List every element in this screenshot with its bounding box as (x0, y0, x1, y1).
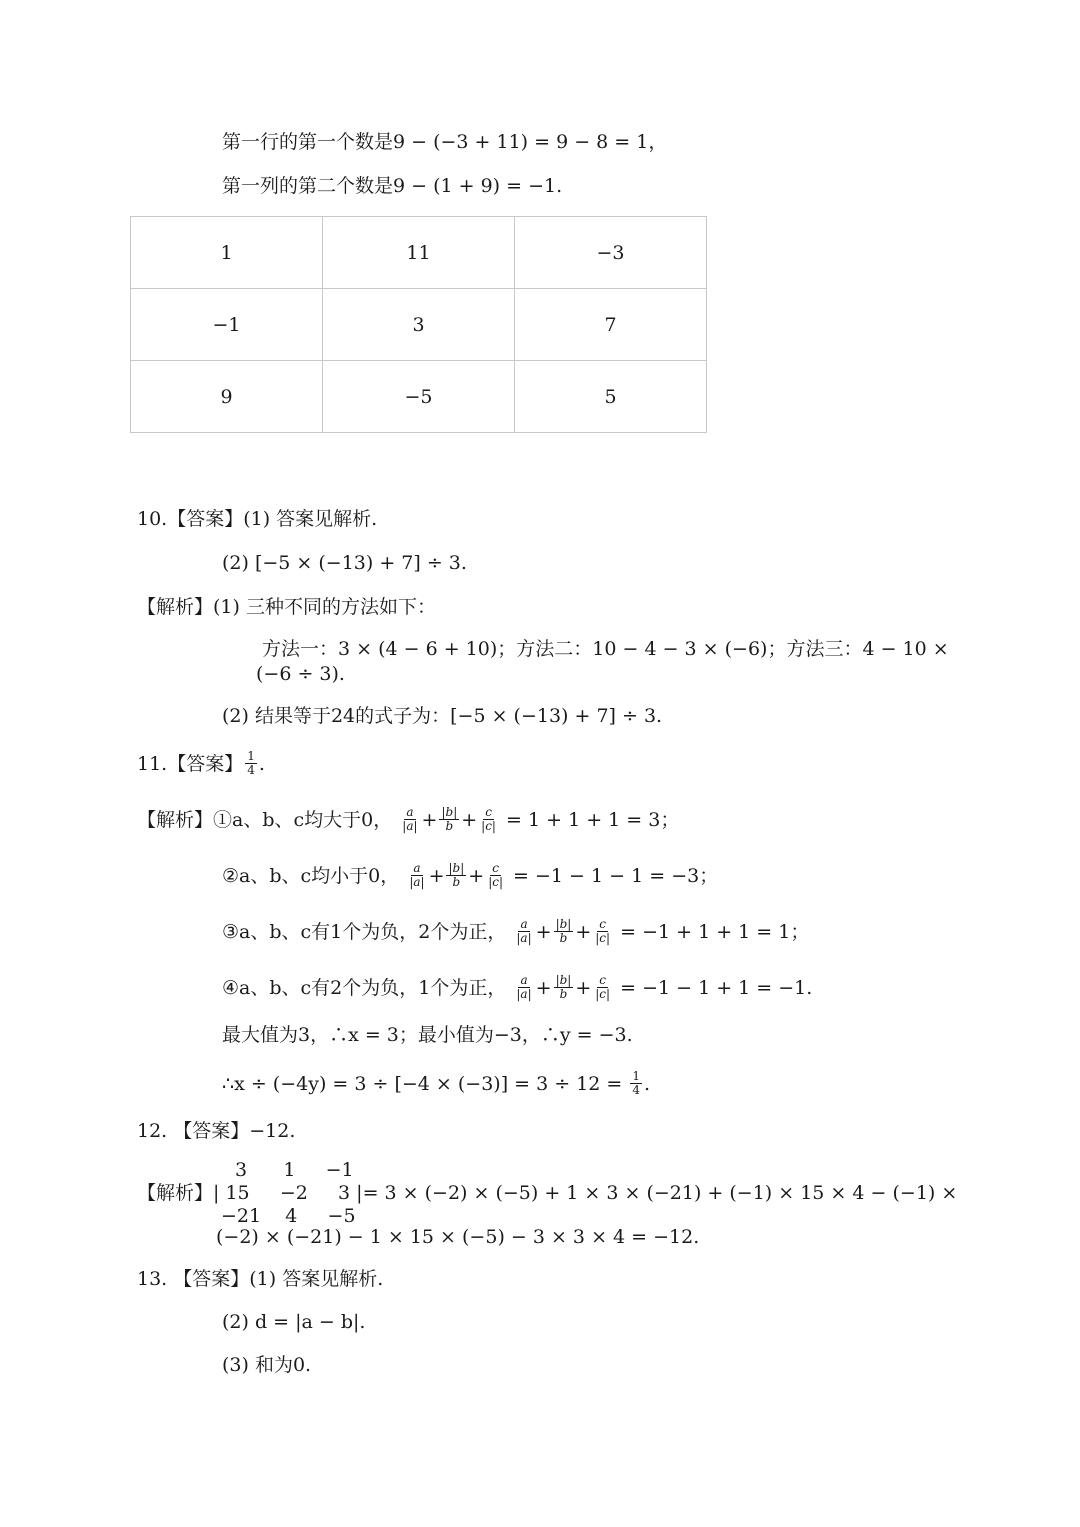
fraction-numerator: |b| (555, 973, 572, 987)
fraction-denominator: |c| (595, 986, 611, 1001)
table-cell: 7 (515, 289, 707, 361)
q12-expr-line-2: (−2) × (−21) − 1 × 15 × (−5) − 3 × 3 × 4 = −12. (216, 1226, 700, 1248)
q11-case4-result: = −1 − 1 + 1 = −1. (620, 977, 813, 1000)
fraction-denominator: b (559, 986, 568, 1001)
q13-answer-label: 13. 【答案】 (137, 1268, 250, 1290)
fraction-numerator: |b| (448, 861, 465, 875)
q11-case3-result: = −1 + 1 + 1 = 1； (620, 921, 810, 944)
plus-sign: + (468, 865, 485, 888)
plus-sign: + (575, 921, 592, 944)
fraction-numerator: |b| (555, 917, 572, 931)
q12-answer-line (137, 1122, 295, 1141)
fraction-numerator: a (520, 973, 528, 987)
fraction-denominator: |c| (488, 874, 503, 889)
q11-case-4 (222, 973, 813, 1002)
determinant-row-1: 3 1 −1 (235, 1159, 354, 1181)
fraction-b (554, 918, 574, 944)
text-line-first-row: 第一行的第一个数是9 − (−3 + 11) = 9 − 8 = 1， (222, 131, 668, 153)
fraction-denominator: 4 (247, 762, 255, 777)
fraction-denominator: |c| (481, 818, 496, 833)
q13-answer-3: (3) 和为0. (222, 1354, 312, 1376)
q10-answer-label: 10.【答案】 (137, 508, 244, 530)
fraction-denominator: b (445, 818, 454, 833)
q11-case-1 (137, 805, 680, 834)
number-grid-table (130, 216, 707, 433)
fraction-c (486, 862, 505, 888)
fraction-a (407, 862, 426, 888)
fraction-c (593, 974, 612, 1000)
q10-analysis-2: (2) 结果等于24的式子为：[−5 × (−13) + 7] ÷ 3. (222, 705, 663, 727)
q11-analysis-label: 【解析】 (137, 809, 214, 832)
q10-analysis-1: (1) 三种不同的方法如下： (213, 596, 436, 618)
fraction-numerator: c (599, 973, 607, 987)
fraction-b (439, 806, 459, 832)
table-cell: 5 (515, 361, 707, 433)
fraction-denominator: |a| (516, 930, 532, 945)
fraction-denominator: |a| (409, 874, 425, 889)
q11-final: ∴x ÷ (−4y) = 3 ÷ [−4 × (−3)] = 3 ÷ 12 = (222, 1073, 623, 1096)
fraction-c (479, 806, 498, 832)
text-line-first-column: 第一列的第二个数是9 − (1 + 9) = −1. (222, 175, 563, 197)
plus-sign: + (428, 865, 445, 888)
q10-methods-line-1: 方法一：3 × (4 − 6 + 10)；方法二：10 − 4 − 3 × (−6)；方法三：4 − 10 × (262, 638, 949, 660)
q10-analysis-label: 【解析】 (137, 596, 214, 618)
fraction-b (554, 974, 574, 1000)
q10-answer-2: (2) [−5 × (−13) + 7] ÷ 3. (222, 552, 467, 574)
q10-methods-line-2: (−6 ÷ 3). (256, 663, 345, 685)
table-cell: −5 (323, 361, 515, 433)
q11-final-line: ∴x ÷ (−4y) = 3 ÷ [−4 × (−3)] = 3 ÷ 12 = $\frac{1}{4}$ . (222, 1069, 651, 1097)
table-row (131, 361, 707, 433)
q11-final-fraction (630, 1070, 642, 1096)
plus-sign: + (535, 977, 552, 1000)
q11-case-2 (222, 861, 719, 890)
fraction-numerator: |b| (441, 805, 458, 819)
q11-case-3 (222, 917, 810, 946)
fraction-denominator: |a| (402, 818, 418, 833)
q11-answer-label: 11.【答案】 (137, 753, 244, 776)
q10-analysis-line (137, 598, 436, 617)
q13-answer-line (137, 1270, 383, 1289)
q11-max-min: 最大值为3，∴x = 3；最小值为−3，∴y = −3. (222, 1024, 633, 1046)
plus-sign: + (421, 809, 438, 832)
determinant-row-3: −21 4 −5 (221, 1205, 356, 1227)
fraction-numerator: c (492, 861, 499, 875)
q13-answer-2: (2) d = |a − b|. (222, 1311, 366, 1333)
fraction-denominator: b (559, 930, 568, 945)
table-cell: −1 (131, 289, 323, 361)
determinant-row-2: | 15 −2 3 | (213, 1182, 363, 1204)
fraction-denominator: |a| (516, 986, 532, 1001)
q11-answer-line: 11.【答案】 $\frac{1}{4}$ . (137, 749, 265, 777)
table-cell: −3 (515, 217, 707, 289)
fraction-c (593, 918, 612, 944)
q12-answer-label: 12. 【答案】 (137, 1120, 250, 1142)
q11-case1-result: = 1 + 1 + 1 = 3； (506, 809, 680, 832)
q10-answer-line (137, 510, 377, 529)
table-cell: 9 (131, 361, 323, 433)
q11-case3-prefix: ③a、b、c有1个为负，2个为正， (222, 921, 507, 944)
fraction-denominator: |c| (595, 930, 611, 945)
fraction-a (400, 806, 419, 832)
table-row (131, 217, 707, 289)
fraction-a (514, 918, 533, 944)
q11-case2-result: = −1 − 1 − 1 = −3； (513, 865, 719, 888)
q11-answer-fraction (245, 750, 257, 776)
plus-sign: + (535, 921, 552, 944)
fraction-denominator: 4 (632, 1082, 641, 1097)
fraction-denominator: b (452, 874, 461, 889)
q11-case2-prefix: ②a、b、c均小于0， (222, 865, 400, 888)
table-cell: 11 (323, 217, 515, 289)
table-row (131, 289, 707, 361)
fraction-b (446, 862, 466, 888)
fraction-numerator: a (413, 861, 421, 875)
fraction-numerator: a (520, 917, 528, 931)
fraction-numerator: a (406, 805, 414, 819)
fraction-numerator: c (599, 917, 607, 931)
q13-answer-1: (1) 答案见解析. (249, 1268, 384, 1290)
fraction-a (514, 974, 533, 1000)
table-cell: 3 (323, 289, 515, 361)
q10-answer-1: (1) 答案见解析. (243, 508, 378, 530)
fraction-numerator: 1 (247, 749, 255, 763)
q12-answer-value: −12. (249, 1120, 296, 1142)
q11-case4-prefix: ④a、b、c有2个为负，1个为正， (222, 977, 507, 1000)
q12-expr-line-1: = 3 × (−2) × (−5) + 1 × 3 × (−21) + (−1) × 15 × 4 − (−1) × (362, 1182, 958, 1204)
q12-analysis-line (137, 1184, 957, 1203)
fraction-numerator: c (485, 805, 492, 819)
table-cell: 1 (131, 217, 323, 289)
q12-analysis-label: 【解析】 (137, 1182, 214, 1204)
plus-sign: + (575, 977, 592, 1000)
fraction-numerator: 1 (632, 1069, 641, 1083)
q11-case1-prefix: ①a、b、c均大于0， (213, 809, 393, 832)
plus-sign: + (461, 809, 478, 832)
